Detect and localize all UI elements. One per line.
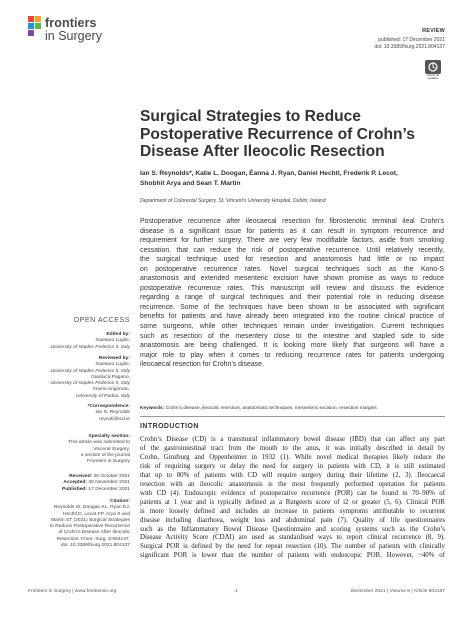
abstract-line: such as resection of the mesentery close to the intestine and stapled side to side: [140, 332, 444, 340]
body-line: patients at 1 year and is typically defined as a Rutgeerts score of i2 or greater (5, 6). Clinical POR: [140, 498, 445, 506]
published-date: published: 17 December 2021: [378, 37, 445, 43]
abstract-line: on postoperative recurrence rates. Novel surgical techniques such as the Kono-S: [140, 265, 444, 273]
reviewer-name: Imerio Angriman,: [93, 387, 130, 393]
specialty-block: [68, 434, 130, 465]
title-line: Postoperative Recurrence of Crohn’s: [140, 125, 415, 143]
citation-block: [50, 499, 130, 549]
citation-line: Hechtl D, Lecot FP, Arya S and: [62, 511, 130, 517]
abstract-line: anastomosis are being challenged. It is looking more likely that surgeons will have a: [140, 342, 444, 350]
body-line: Disease Activity Score (CDAI) are used as standardised ways to report clinical recurrence (8, 9).: [140, 534, 445, 542]
check-for-updates-badge[interactable]: [423, 60, 443, 84]
citation-line: Martin ST (2021) Surgical Strategies: [50, 517, 130, 523]
footer-volume: December 2021 | Volume 8 | Article 804137: [350, 589, 445, 594]
specialty-line: Frontiers in Surgery: [87, 459, 130, 465]
body-line: with CD (4). Endoscopic evidence of postoperative recurrence (POR) can be found in 70–90% of: [140, 489, 445, 497]
edited-by-label: Edited by:: [106, 332, 130, 337]
reviewed-by-block: [50, 356, 130, 400]
abstract: [140, 217, 444, 370]
abstract-line: regarding a range of surgical techniques and their potential role in reducing disease: [140, 294, 444, 302]
reviewer-name: Gaetano Luglio,: [95, 362, 130, 368]
published-date-sidebar: 17 December 2021: [88, 486, 130, 492]
abstract-line: major role to play when it comes to reducing recurrence rates for patients undergoing: [140, 351, 444, 359]
correspondence-label: *Correspondence:: [87, 404, 130, 409]
correspondence-block: [88, 404, 130, 423]
citation-line: Reynolds IS, Doogan KL, Ryan ÉJ,: [53, 505, 130, 511]
abstract-line: anastomosis and extended mesenteric excision have shown promise as ways to reduce: [140, 275, 444, 283]
title-line: Disease After Ileocolic Resection: [140, 143, 385, 161]
specialty-label: Specialty section:: [88, 434, 130, 439]
reviewer-affiliation: University of Padua, Italy: [75, 393, 130, 399]
body-line: of the gastrointestinal tract from the mouth to the anus, it was initially described in detail by: [140, 444, 445, 452]
accepted-label: Accepted:: [63, 480, 88, 486]
received-label: Received:: [69, 474, 93, 479]
reviewer-affiliation: University of Naples Federico II, Italy: [50, 368, 130, 374]
reviewer-affiliation: University of Naples Federico II, Italy: [50, 381, 130, 387]
section-heading: INTRODUCTION: [140, 423, 199, 430]
citation-label: Citation:: [110, 499, 130, 504]
edited-by-block: [50, 332, 130, 351]
body-line: significant POR is lower than the number of patients with endoscopic POR. However, ~40% of: [140, 552, 445, 560]
specialty-line: Visceral Surgery,: [93, 446, 130, 452]
body-line: disease including diarrhoea, weight loss and abdominal pain (7). Quality of life questionnaires: [140, 516, 445, 524]
reviewed-by-label: Reviewed by:: [98, 356, 130, 361]
abstract-line: benefits for patients and have already been integrated into the routine clinical practice of: [140, 313, 444, 321]
reviewer-name: Gianluca Pagano,: [91, 374, 130, 380]
abstract-line: cessation, that can reduce the risk of postoperative recurrence. Until relatively recently,: [140, 246, 444, 254]
abstract-line: postoperative recurrence rates. This manuscript will review and discuss the evidence: [140, 284, 444, 292]
keywords-label: Keywords:: [140, 406, 165, 411]
author-list: [140, 169, 450, 188]
abstract-line: ileocaecal resection for Crohn’s disease.: [140, 361, 264, 369]
correspondent-email[interactable]: reynoli@tcd.ie: [98, 416, 130, 422]
divider: [140, 416, 445, 417]
body-line: Crohn, Ginzburg and Oppenheimer in 1932 (1). While novel medical therapies likely reduce the: [140, 453, 445, 461]
page-number: 1: [235, 589, 238, 594]
accepted-date: 30 November 2021: [88, 480, 130, 486]
abstract-line: Postoperative recurrence after ileocaecal resection for fibrostenotic terminal ileal Crohn’s: [140, 218, 444, 225]
affiliation: Department of Colorectal Surgery, St. Vincent’s University Hospital, Dublin, Ireland: [140, 198, 326, 204]
keywords: [140, 406, 450, 411]
abstract-line: disease is a significant issue for patients as it can result in symptom recurrence and: [140, 227, 444, 235]
editor-affiliation: University of Naples Federico II, Italy: [50, 344, 130, 350]
editor-name: Gaetano Luglio,: [95, 338, 130, 344]
citation-line: of Crohn’s Disease After Ileocolic: [58, 530, 130, 536]
article-title: [140, 108, 450, 161]
update-check-icon: [423, 60, 443, 74]
doi-link[interactable]: doi: 10.3389/fsurg.2021.804137: [374, 44, 445, 50]
abstract-line: recurrence. Some of the techniques have been shown to be associated with significant: [140, 303, 444, 311]
received-date: 26 October 2021: [93, 474, 130, 479]
body-line: is more loosely defined and includes an increase in patients symptoms attributable to recurrent: [140, 507, 445, 515]
frontiers-logo[interactable]: [28, 16, 148, 50]
frontiers-logo-icon: [28, 16, 42, 40]
published-label: Published:: [62, 486, 88, 492]
abstract-line: requirement for further surgery. There are very few modifiable factors, aside from smoking: [140, 237, 444, 245]
body-line: Crohn’s Disease (CD) is a transmural inflammatory bowel disease (IBD) that can affect any part: [140, 436, 445, 443]
body-line: resection with an ileocolic anastomosis is the most frequently performed operation for patients: [140, 480, 445, 488]
correspondent-name: Ian S. Reynolds: [95, 410, 130, 416]
citation-line: Resection. Front. Surg. 8:804137.: [56, 536, 130, 542]
footer-journal[interactable]: Frontiers in Surgery | www.frontiersin.org: [28, 589, 117, 594]
introduction-text: [140, 436, 445, 561]
citation-doi[interactable]: doi: 10.3389/fsurg.2021.804137: [60, 543, 130, 549]
citation-line: to Reduce Postoperative Recurrence: [49, 524, 130, 530]
body-line: that up to 80% of patients with CD will require surgery during their lifetime (2, 3). Ileocaecal: [140, 471, 445, 479]
abstract-line: the surgical technique used for resection and anastomosis had little or no impact: [140, 256, 444, 264]
open-access-label: OPEN ACCESS: [73, 316, 130, 324]
author-line[interactable]: Ian S. Reynolds*, Katie L. Doogan, Éanna J. Ryan, Daniel Hechtl, Frederik P. Lecot,: [140, 170, 398, 177]
abstract-line: some surgeons, while other techniques remain under investigation. Current techniques: [140, 323, 444, 331]
body-line: risk of requiring surgery or delay the need for surgery in patients with CD, it is still estimated: [140, 462, 445, 470]
updates-label: Check for updates: [426, 73, 440, 81]
publisher-name: frontiers: [45, 16, 97, 30]
keywords-list: Crohn’s disease, ileocolic resection, anastomotic techniques, mesenteric excision, resection margins: [164, 406, 377, 411]
body-line: Surgical POR is defined by the need for repeat resection (10). The number of patients with clinically: [140, 543, 445, 551]
title-line: Surgical Strategies to Reduce: [140, 108, 361, 125]
article-type: REVIEW: [422, 28, 445, 34]
specialty-line: a section of the journal: [80, 452, 130, 458]
journal-name: in Surgery: [45, 29, 102, 43]
author-line[interactable]: Shobhit Arya and Sean T. Martin: [140, 179, 241, 187]
body-line: such as the Inflammatory Bowel Disease Questionnaire and scoring systems such as the Crohn’s: [140, 525, 445, 533]
dates-block: [62, 474, 130, 493]
specialty-line: This article was submitted to: [68, 440, 130, 446]
